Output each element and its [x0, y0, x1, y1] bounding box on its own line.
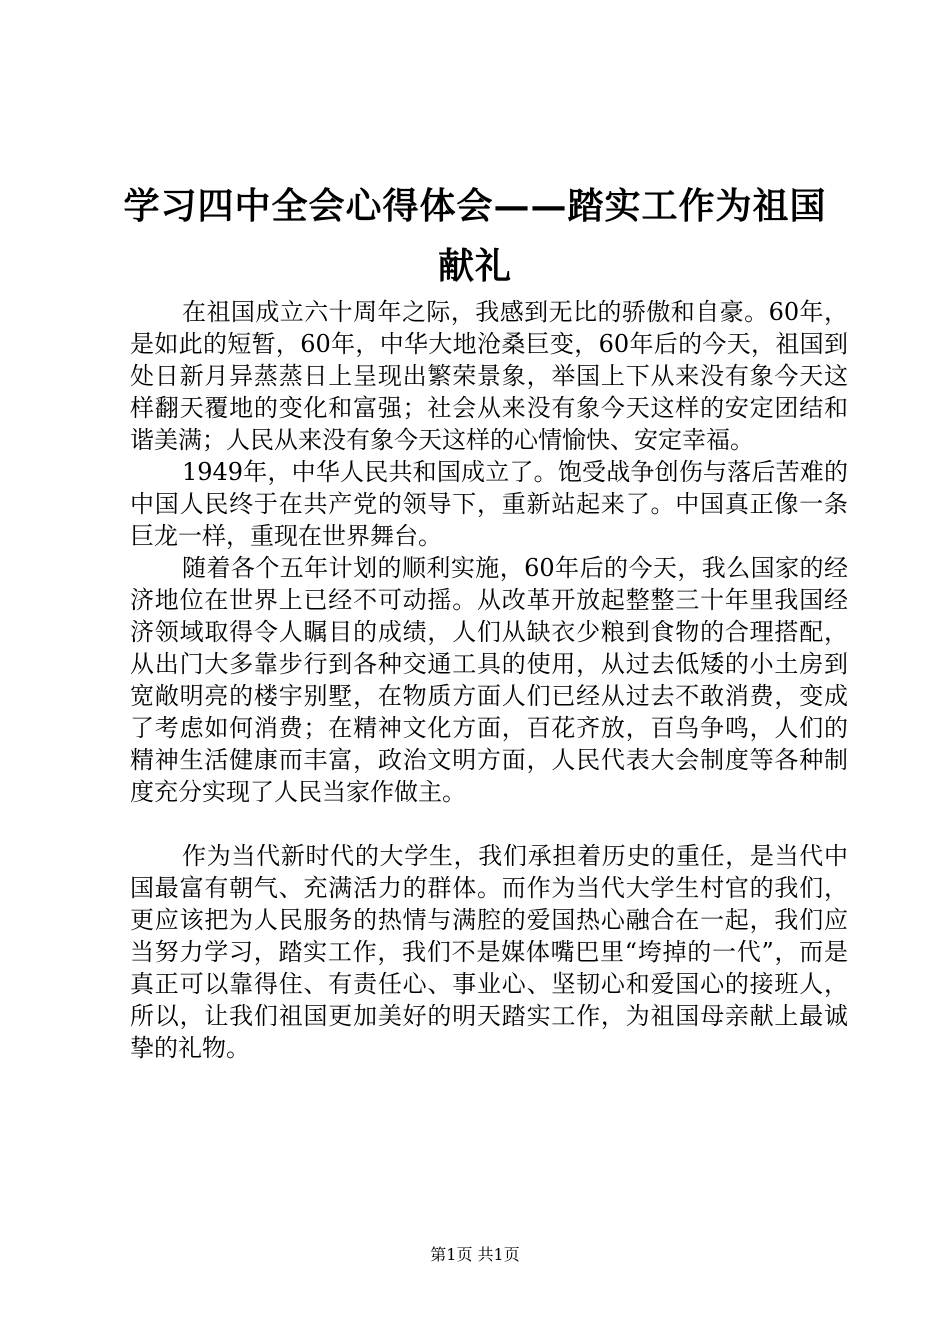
paragraph-4: 作为当代新时代的大学生，我们承担着历史的重任，是当代中国最富有朝气、充满活力的群体。而作为当代大学生村官的我们，更应该把为人民服务的热情与满腔的爱国热心融合在一起，我们应当努力学习，踏实工作，我们不是媒体嘴巴里“垮掉的一代”，而是真正可以靠得住、有责任心、事业心、坚韧心和爱国心的接班人，所以，让我们祖国更加美好的明天踏实工作，为祖国母亲献上最诚挚的礼物。 — [130, 842, 848, 1062]
page-footer: 第1页 共1页 — [430, 1245, 520, 1264]
paragraph-2: 1949年，中华人民共和国成立了。饱受战争创伤与落后苦难的中国人民终于在共产党的领导下，重新站起来了。中国真正像一条巨龙一样，重现在世界舞台。 — [130, 458, 848, 550]
paragraph-3: 随着各个五年计划的顺利实施，60年后的今天，我么国家的经济地位在世界上已经不可动摇。从改革开放起整整三十年里我国经济领域取得令人瞩目的成绩，人们从缺衣少粮到食物的合理搭配，从出门大多靠步行到各种交通工具的使用，从过去低矮的小土房到宽敞明亮的楼宇别墅，在物质方面人们已经从过去不敢消费，变成了考虑如何消费；在精神文化方面，百花齐放，百鸟争鸣，人们的精神生活健康而丰富，政治文明方面，人民代表大会制度等各种制度充分实现了人民当家作做主。 — [130, 554, 848, 806]
document-body — [130, 296, 848, 1064]
document-title: 学习四中全会心得体会——踏实工作为祖国献礼 — [123, 185, 827, 287]
paragraph-1: 在祖国成立六十周年之际，我感到无比的骄傲和自豪。60年，是如此的短暂，60年，中华大地沧桑巨变，60年后的今天，祖国到处日新月异蒸蒸日上呈现出繁荣景象，举国上下从来没有象今天这样翻天覆地的变化和富强；社会从来没有象今天这样的安定团结和谐美满；人民从来没有象今天这样的心情愉快、安定幸福。 — [130, 298, 848, 454]
